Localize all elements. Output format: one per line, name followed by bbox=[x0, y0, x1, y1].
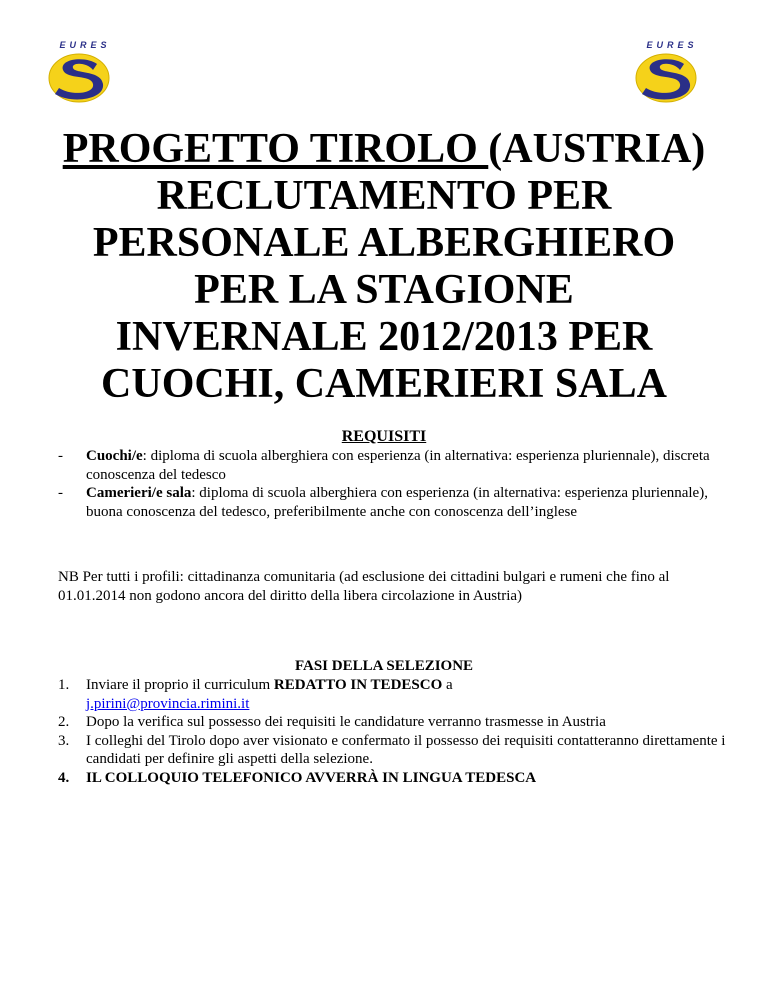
list-marker: - bbox=[58, 448, 63, 464]
title-line: PERSONALE ALBERGHIERO bbox=[92, 220, 676, 266]
requisiti-heading: REQUISITI bbox=[341, 428, 427, 445]
list-item bbox=[58, 484, 718, 521]
step-bold: REDATTO IN TEDESCO bbox=[273, 677, 443, 693]
title-line: RECLUTAMENTO PER bbox=[156, 173, 612, 219]
title-line: INVERNALE 2012/2013 PER bbox=[115, 314, 653, 360]
list-item bbox=[58, 447, 718, 484]
item-text: : diploma di scuola alberghiera con esperienza (in alternativa: esperienza pluriennale), buona conoscenza del tedesco, preferibilmente anche con conoscenza dell’inglese bbox=[86, 485, 708, 520]
list-item bbox=[58, 732, 748, 769]
step-marker: 3. bbox=[58, 732, 70, 749]
title-rest: (AUSTRIA) bbox=[488, 126, 706, 172]
step-text: a bbox=[442, 677, 453, 693]
eures-logo-icon bbox=[45, 48, 115, 104]
requisiti-list bbox=[58, 447, 718, 521]
step-text: Dopo la verifica sul possesso dei requisiti le candidature verranno trasmesse in Austria bbox=[86, 714, 606, 730]
list-item bbox=[58, 676, 748, 713]
eures-logo-left bbox=[45, 40, 115, 102]
page-title bbox=[0, 126, 768, 408]
step-text: IL COLLOQUIO TELEFONICO AVVERRÀ IN LINGUA TEDESCA bbox=[86, 769, 537, 786]
title-line: CUOCHI, CAMERIERI SALA bbox=[101, 361, 667, 407]
eures-logo-right bbox=[632, 40, 702, 102]
step-marker: 2. bbox=[58, 714, 70, 730]
list-marker: - bbox=[58, 485, 63, 501]
logo-text: EURES bbox=[646, 40, 698, 50]
item-text: : diploma di scuola alberghiera con esperienza (in alternativa: esperienza pluriennale), discreta conoscenza del tedesco bbox=[86, 448, 710, 483]
list-item bbox=[58, 769, 748, 788]
nb-paragraph: NB Per tutti i profili: cittadinanza comunitaria (ad esclusione dei cittadini bulgari e rumeni che fino al 01.01.2014 non godono ancora del diritto della libera circolazione in Austria) bbox=[58, 569, 670, 604]
item-bold: Cuochi/e bbox=[86, 448, 143, 464]
fasi-list bbox=[58, 676, 748, 787]
step-marker: 1. bbox=[58, 677, 70, 693]
title-line-1 bbox=[0, 126, 768, 173]
logo-text: EURES bbox=[59, 40, 111, 50]
step-text: Inviare il proprio il curriculum bbox=[86, 677, 274, 693]
title-underlined: PROGETTO TIROLO bbox=[62, 126, 489, 172]
step-marker: 4. bbox=[58, 769, 70, 786]
step-text: I colleghi del Tirolo dopo aver visionato e confermato il possesso dei requisiti contatteranno direttamente i candidati per definire gli aspetti della selezione. bbox=[86, 732, 726, 767]
list-item bbox=[58, 713, 748, 732]
eures-logo-icon bbox=[632, 48, 702, 104]
title-line: PER LA STAGIONE bbox=[194, 267, 574, 313]
email-link[interactable]: j.pirini@provincia.rimini.it bbox=[86, 695, 250, 712]
fasi-heading: FASI DELLA SELEZIONE bbox=[294, 658, 474, 674]
item-bold: Camerieri/e sala bbox=[86, 485, 192, 501]
